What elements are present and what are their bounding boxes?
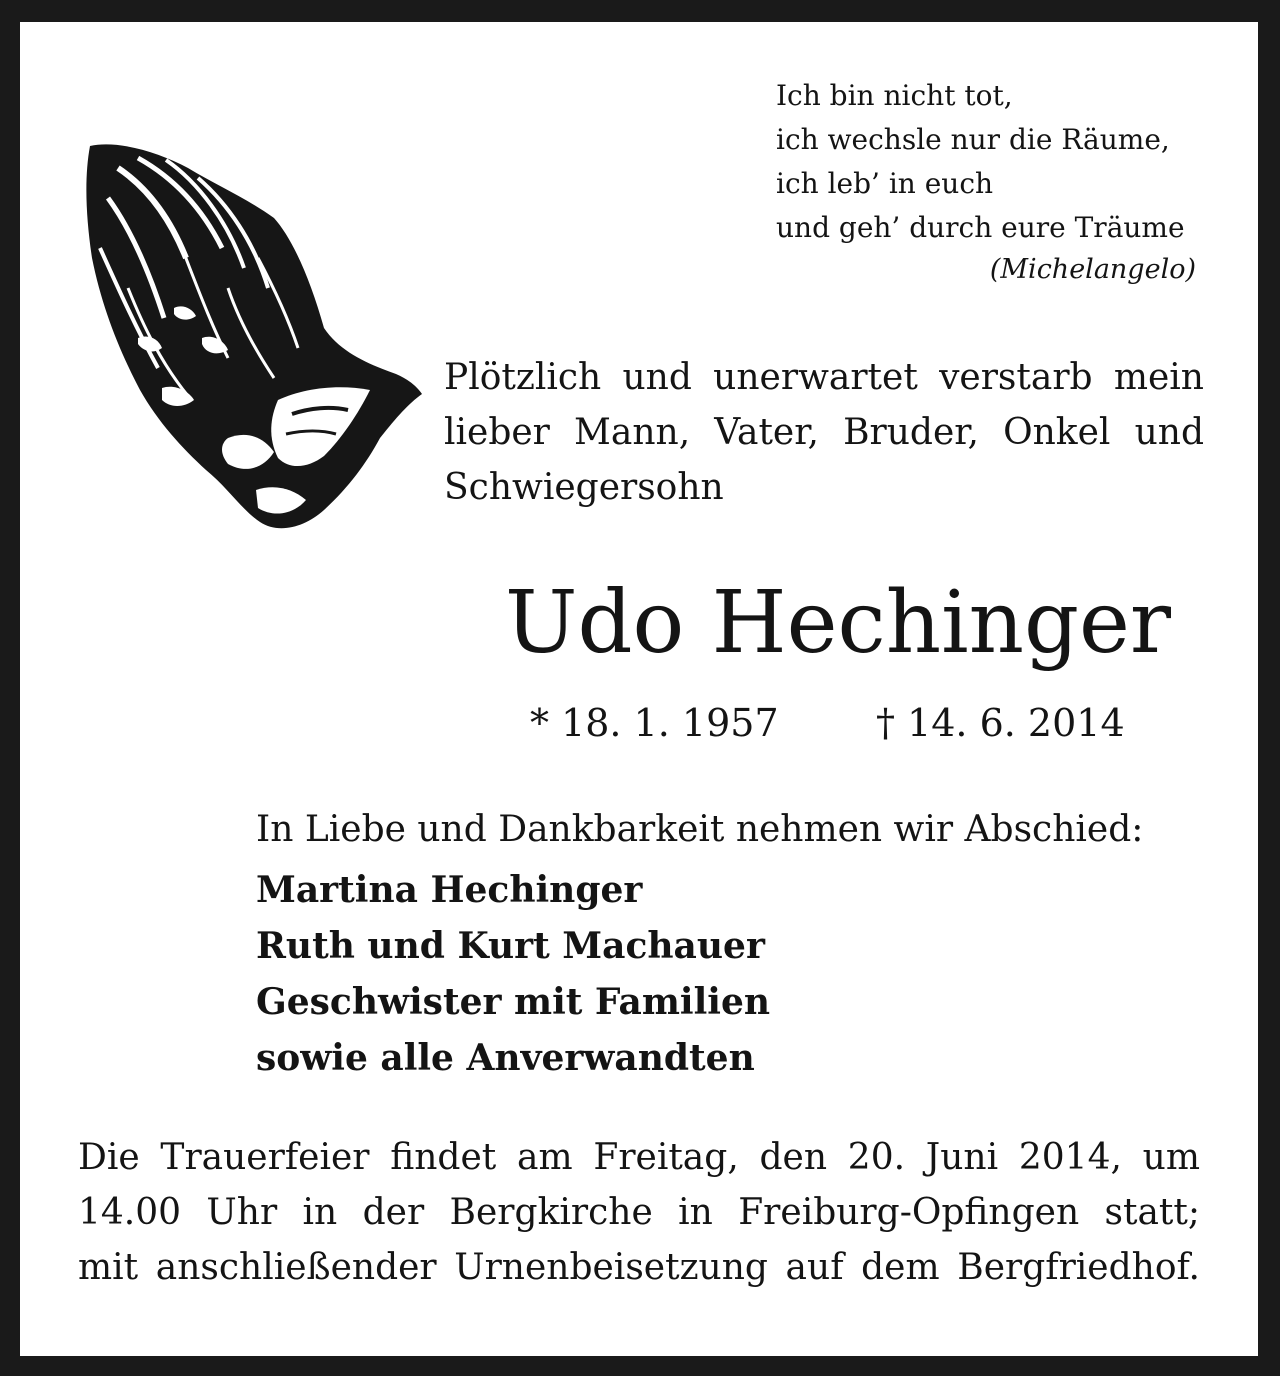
poem-author: (Michelangelo) <box>989 254 1196 285</box>
funeral-line: 14.00 Uhr in der Bergkirche in Freiburg-Opfingen statt; <box>78 1192 1200 1233</box>
announcement-line: Schwiegersohn <box>444 467 724 508</box>
poem <box>776 74 1206 290</box>
funeral-line: Die Trauerfeier findet am Freitag, den 20. Juni 2014, um <box>78 1137 1200 1178</box>
funeral-info <box>78 1130 1200 1295</box>
mourner-item: Ruth und Kurt Machauer <box>256 925 765 967</box>
mourner-item: Geschwister mit Familien <box>256 981 771 1023</box>
funeral-line: mit anschließender Urnenbeisetzung auf dem Bergfriedhof. <box>78 1247 1200 1288</box>
poem-line: und geh’ durch eure Träume <box>776 211 1185 244</box>
announcement-line: Plötzlich und unerwartet verstarb mein <box>444 357 1204 398</box>
mourner-item: sowie alle Anverwandten <box>256 1037 755 1079</box>
mourners-list <box>256 862 1156 1086</box>
farewell-text: In Liebe und Dankbarkeit nehmen wir Abschied: <box>256 809 1144 850</box>
poem-line: ich leb’ in euch <box>776 167 994 200</box>
death-date: † 14. 6. 2014 <box>876 701 1125 745</box>
praying-hands-icon <box>78 138 428 538</box>
mourner-item: Martina Hechinger <box>256 869 643 911</box>
poem-line: ich wechsle nur die Räume, <box>776 123 1170 156</box>
death-announcement <box>444 350 1204 515</box>
birth-date: * 18. 1. 1957 <box>530 701 779 745</box>
poem-line: Ich bin nicht tot, <box>776 79 1013 112</box>
deceased-name: Udo Hechinger <box>505 573 1172 673</box>
announcement-line: lieber Mann, Vater, Bruder, Onkel und <box>444 412 1204 453</box>
